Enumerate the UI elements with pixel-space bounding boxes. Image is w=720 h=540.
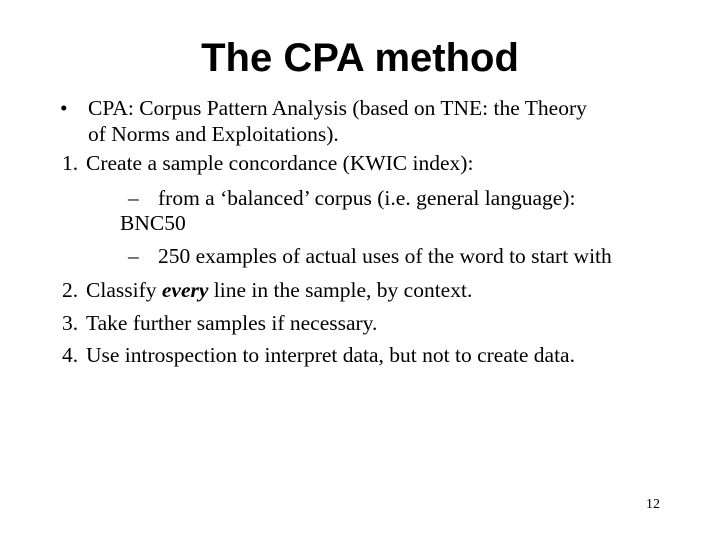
item-3-text: Take further samples if necessary. <box>86 311 378 335</box>
item-1-number: 1. <box>62 151 79 175</box>
subitem-2-marker: – <box>128 244 139 268</box>
item-2-text-after: line in the sample, by context. <box>208 278 473 302</box>
subitem-1-line1: from a ‘balanced’ corpus (i.e. general language): <box>158 186 576 210</box>
subitem-2-line1: 250 examples of actual uses of the word to start with <box>158 244 612 268</box>
bullet-text-line2: of Norms and Exploitations). <box>88 122 339 146</box>
slide-title: The CPA method <box>201 36 519 80</box>
subitem-1-marker: – <box>128 186 139 210</box>
bullet-text-line1: CPA: Corpus Pattern Analysis (based on TNE: the Theory <box>88 96 587 120</box>
item-4-number: 4. <box>62 343 79 367</box>
slide-page-number: 12 <box>646 497 660 512</box>
item-2-emphasis: every <box>161 278 209 302</box>
item-2-text <box>86 277 472 303</box>
item-2-number: 2. <box>62 278 79 302</box>
item-4-text: Use introspection to interpret data, but not to create data. <box>86 343 575 367</box>
subitem-1-line2: BNC50 <box>120 211 186 235</box>
item-1-text: Create a sample concordance (KWIC index): <box>86 151 474 175</box>
item-3-number: 3. <box>62 311 79 335</box>
item-2-text-before: Classify <box>86 278 162 302</box>
bullet-marker: • <box>60 96 68 120</box>
